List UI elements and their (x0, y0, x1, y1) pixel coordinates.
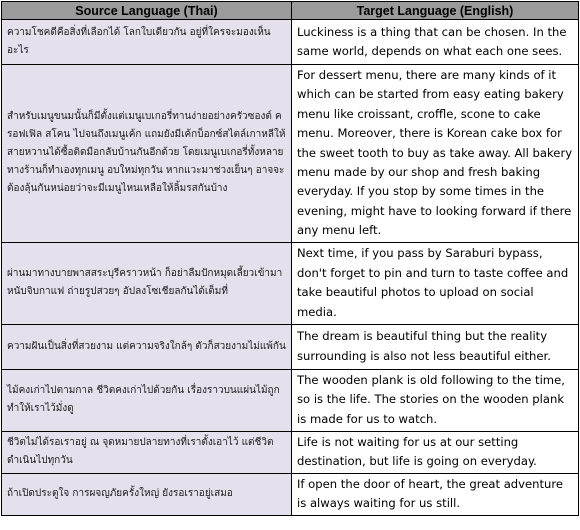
table-row (2, 431, 579, 473)
target-cell: Next time, if you pass by Saraburi bypass, don't forget to pin and turn to taste coffee and take beautiful photos to upload on social media. (292, 242, 579, 324)
translation-table (1, 1, 579, 516)
target-cell: The wooden plank is old following to the time, so is the life. The stories on the wooden plank is made for us to watch. (292, 369, 579, 431)
source-cell: สำหรับเมนูขนมนั้นก็มีตั้งแต่เมนูเบเกอรี่ทานง่ายอย่างครัวซองต์ ครอฟเฟิล สโคน ไปจนถึงเมนูเค้ก แถมยังมีเค้กบ็อกซ์สไตล์เกาหลีให้สายหวานได้ซื้อติดมือกลับบ้านกันอีกด้วย โดยเมนูเบเกอรี่ทั้งหลายทางร้านก็ทำเองทุกเมนู อบใหม่ทุกวัน หากแวะมาช่วงเย็นๆ อาจจะต้องลุ้นกันหน่อยว่าจะมีเมนูไหนเหลือให้ลิ้มรสกันบ้าง (2, 65, 292, 243)
source-cell: ผ่านมาทางบายพาสสระบุรีคราวหน้า ก็อย่าลืมปักหมุดเลี้ยวเข้ามาหนับจิบกาแฟ ถ่ายรูปสวยๆ อัปลงโซเชียลกันได้เต็มที่ (2, 242, 292, 324)
target-cell: If open the door of heart, the great adventure is always waiting for us still. (292, 473, 579, 515)
source-cell: ถ้าเปิดประตูใจ การผจญภัยครั้งใหญ่ ยังรอเราอยู่เสมอ (2, 473, 292, 515)
source-cell: ไม้คงเก่าไปตามกาล ชีวิตคงเก่าไปด้วยกัน เรื่องราวบนแผ่นไม้ถูกทำให้เราไว้มั่งดู (2, 369, 292, 431)
table-row (2, 20, 579, 65)
target-cell: Life is not waiting for us at our setting destination, but life is going on everyday. (292, 431, 579, 473)
source-language-header: Source Language (Thai) (2, 2, 292, 20)
header-row (2, 2, 579, 20)
source-cell: ความฝันเป็นสิ่งที่สวยงาม แต่ความจริงใกล้ๆ ตัวก็สวยงามไม่แพ้กัน (2, 324, 292, 369)
target-cell: Luckiness is a thing that can be chosen. In the same world, depends on what each one sees. (292, 20, 579, 65)
table-row (2, 65, 579, 243)
source-cell: ชีวิตไม่ได้รอเราอยู่ ณ จุดหมายปลายทางที่เราตั้งเอาไว้ แต่ชีวิตดำเนินไปทุกวัน (2, 431, 292, 473)
table-row (2, 324, 579, 369)
source-cell: ความโชคดีคือสิ่งที่เลือกได้ โลกใบเดียวกัน อยู่ที่ใครจะมองเห็นอะไร (2, 20, 292, 65)
table-row (2, 242, 579, 324)
target-cell: The dream is beautiful thing but the reality surrounding is also not less beautiful either. (292, 324, 579, 369)
target-cell: For dessert menu, there are many kinds of it which can be started from easy eating bakery menu like croissant, croffle, scone to cake menu. Moreover, there is Korean cake box for the sweet tooth to buy as take away. All bakery menu made by our shop and fresh baking everyday. If you stop by some times in the evening, might have to looking forward if there any menu left. (292, 65, 579, 243)
table-row (2, 473, 579, 515)
table-row (2, 369, 579, 431)
target-language-header: Target Language (English) (292, 2, 579, 20)
